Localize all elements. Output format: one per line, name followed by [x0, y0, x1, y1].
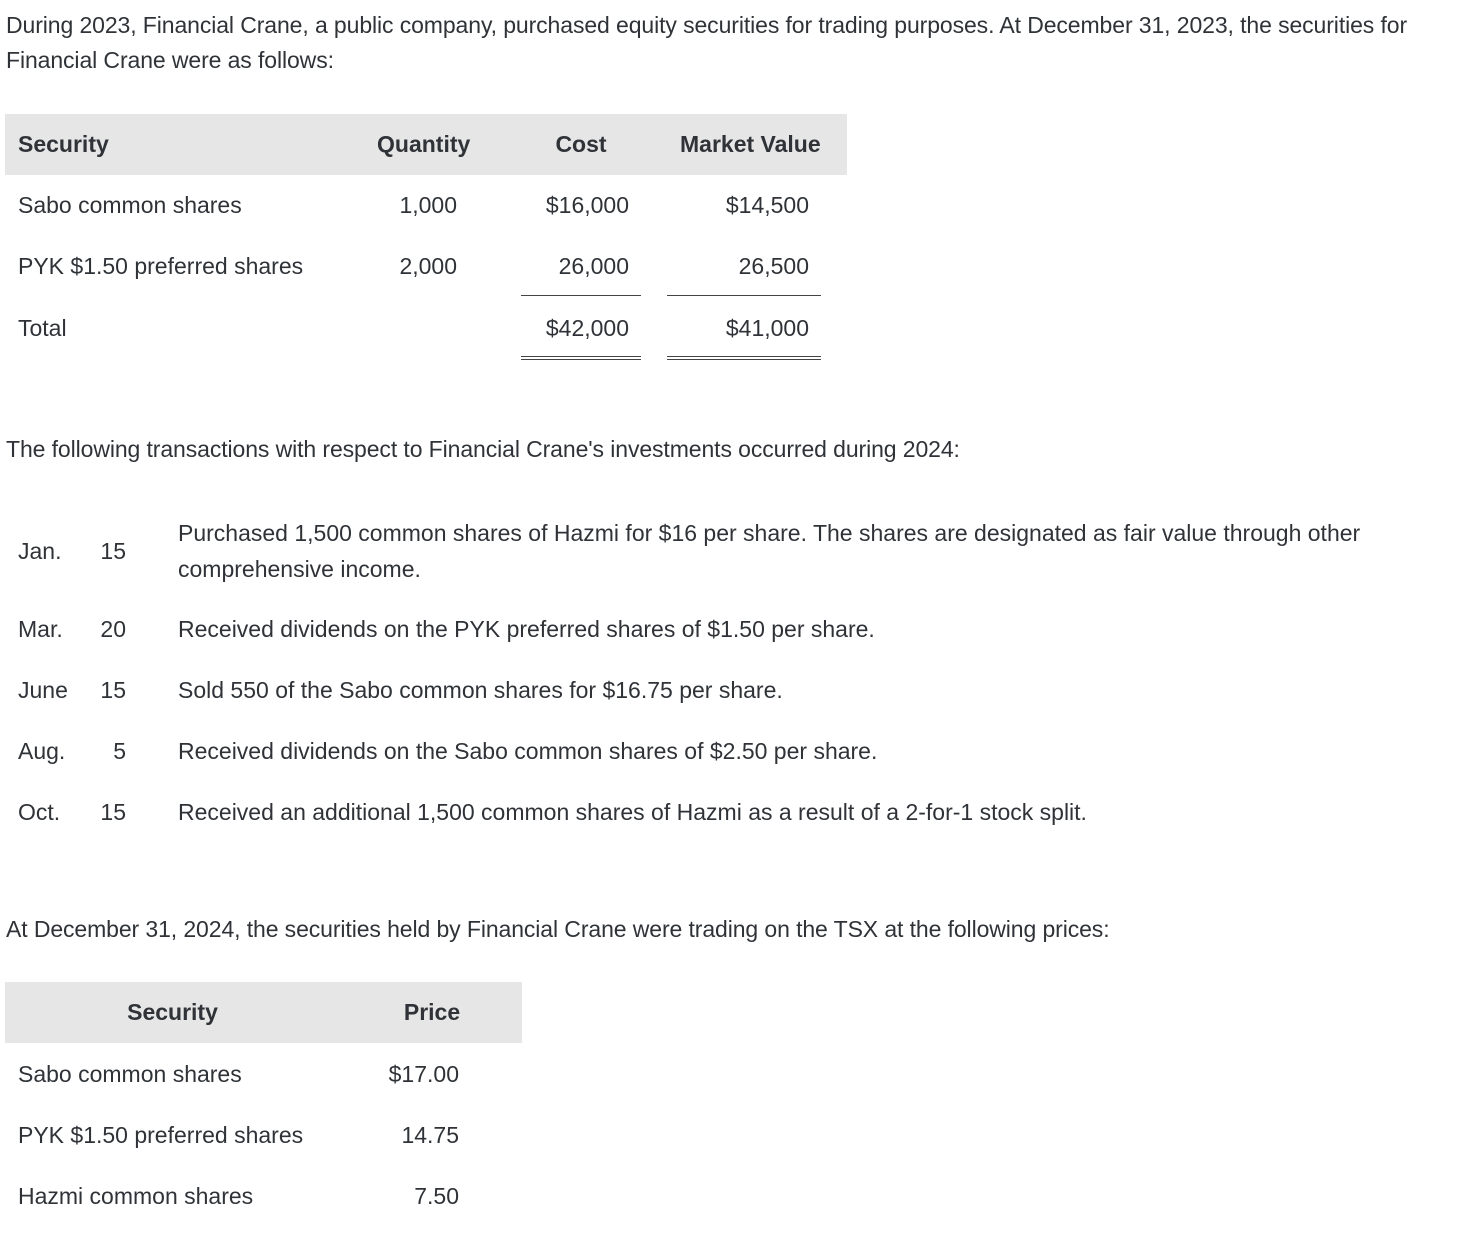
transaction-day: 15 [100, 677, 126, 703]
transaction-description: Received an additional 1,500 common shares of Hazmi as a result of a 2-for-1 stock split. [178, 799, 1087, 825]
header-security: Security [18, 131, 109, 157]
transactions-intro-paragraph: The following transactions with respect to Financial Crane's investments occurred during 2024: [6, 436, 960, 462]
header-cost: Cost [555, 131, 607, 157]
row-price: 7.50 [414, 1183, 459, 1209]
total-market-value: $41,000 [725, 315, 809, 341]
row-price: $17.00 [388, 1061, 459, 1087]
row-cost: $16,000 [545, 192, 629, 218]
transaction-day: 15 [100, 799, 126, 825]
transaction-description: Received dividends on the Sabo common shares of $2.50 per share. [178, 738, 878, 764]
subtotal-rule-cost [521, 295, 641, 296]
transaction-month: Aug. [18, 738, 66, 764]
total-double-rule-cost [521, 356, 641, 360]
transaction-description: Sold 550 of the Sabo common shares for $16.75 per share. [178, 677, 783, 703]
row-cost: 26,000 [558, 253, 629, 279]
header-security: Security [127, 999, 218, 1025]
row-market-value: $14,500 [725, 192, 809, 218]
row-market-value: 26,500 [738, 253, 809, 279]
row-security: PYK $1.50 preferred shares [18, 253, 304, 279]
header-quantity: Quantity [377, 131, 471, 157]
transaction-month: Mar. [18, 616, 63, 642]
transaction-month: Jan. [18, 538, 62, 564]
transaction-month: June [18, 677, 68, 703]
row-security: Sabo common shares [18, 1061, 242, 1087]
transaction-day: 15 [100, 538, 126, 564]
table-header-row [5, 982, 522, 1043]
transaction-description: Received dividends on the PYK preferred shares of $1.50 per share. [178, 616, 875, 642]
header-market-value: Market Value [680, 131, 821, 157]
transaction-day: 5 [113, 738, 126, 764]
transaction-description: Purchased 1,500 common shares of Hazmi for $16 per share. The shares are designated as fair value through other comprehensive income. [178, 520, 1361, 582]
transaction-day: 20 [100, 616, 126, 642]
row-price: 14.75 [401, 1122, 459, 1148]
securities-table [5, 114, 847, 374]
row-quantity: 1,000 [399, 192, 457, 218]
transactions-list [0, 500, 1474, 840]
total-cost: $42,000 [545, 315, 629, 341]
row-security: Hazmi common shares [18, 1183, 254, 1209]
transaction-month: Oct. [18, 799, 61, 825]
total-double-rule-market-value [667, 356, 821, 360]
row-security: Sabo common shares [18, 192, 242, 218]
total-label: Total [18, 315, 67, 341]
subtotal-rule-market-value [667, 295, 821, 296]
intro-paragraph: During 2023, Financial Crane, a public company, purchased equity securities for trading purposes. At December 31, 2023, the securities for Financial Crane were as follows: [6, 12, 1408, 73]
header-price: Price [403, 999, 461, 1025]
row-quantity: 2,000 [399, 253, 457, 279]
row-security: PYK $1.50 preferred shares [18, 1122, 304, 1148]
prices-table [5, 982, 522, 1222]
table-header-row [5, 114, 847, 175]
prices-intro-paragraph: At December 31, 2024, the securities held by Financial Crane were trading on the TSX at the following prices: [6, 916, 1110, 942]
